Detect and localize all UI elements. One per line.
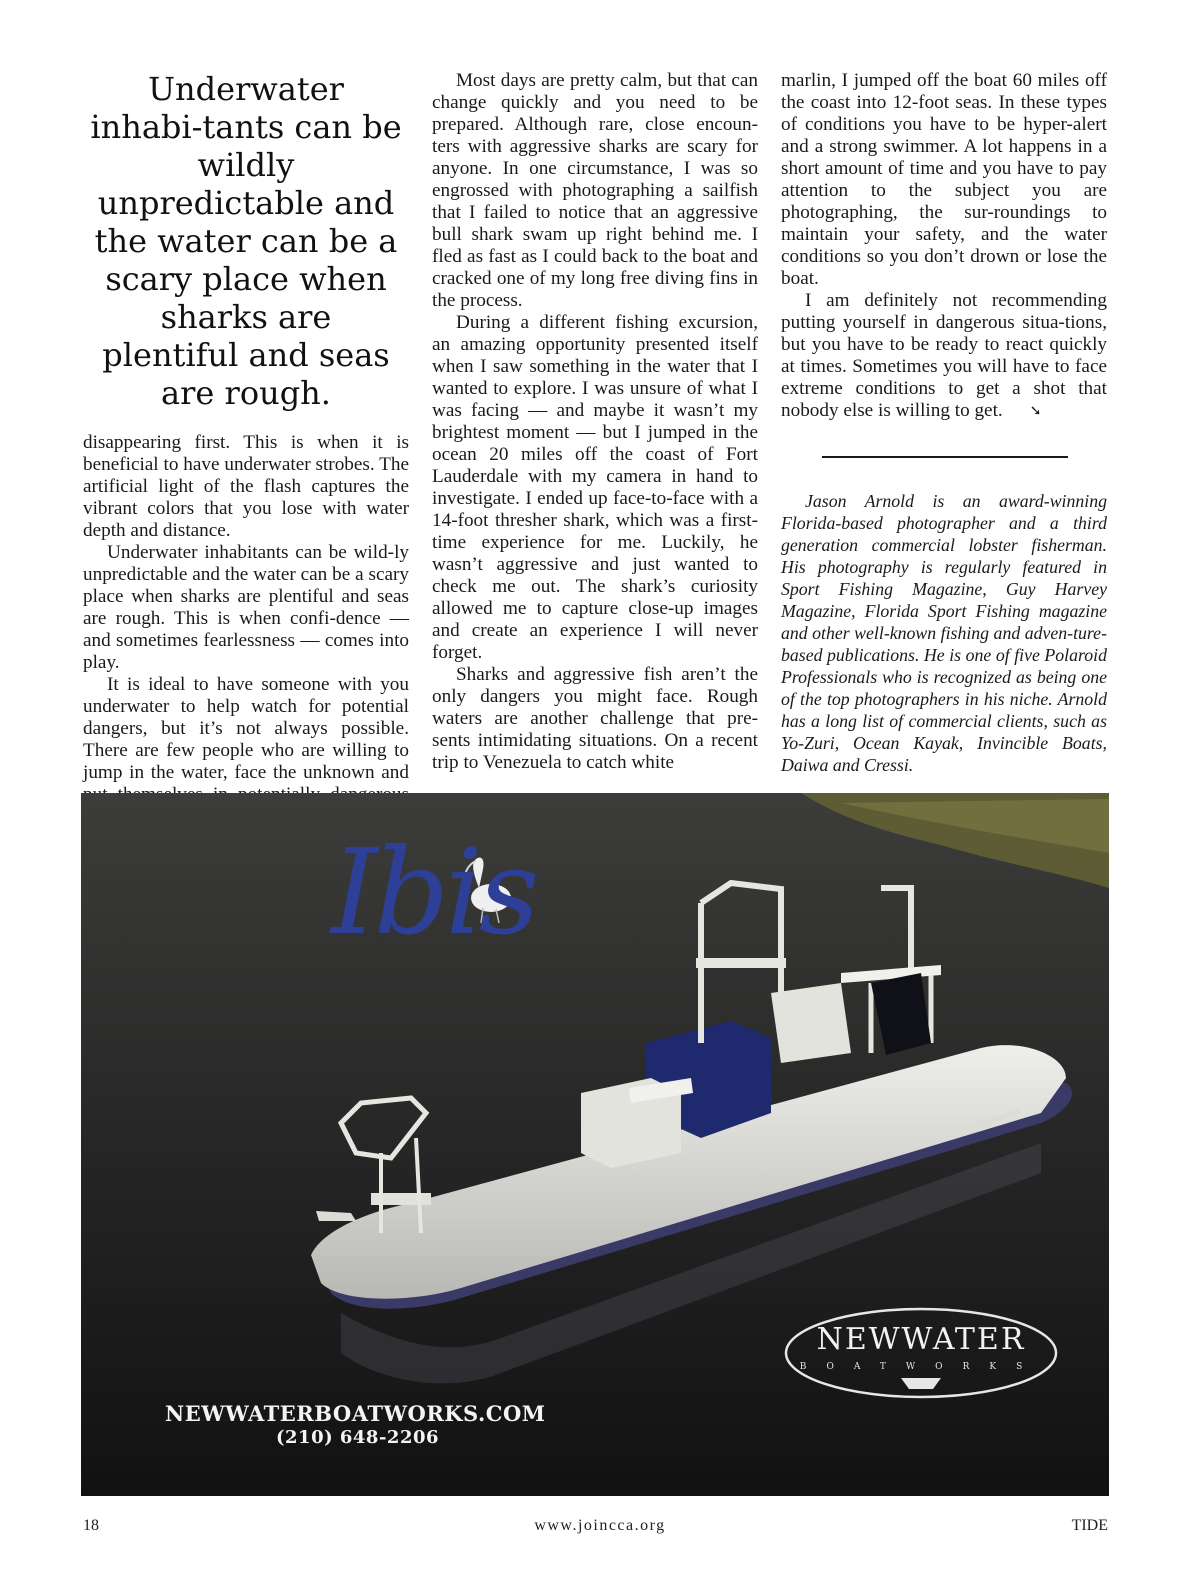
section-divider xyxy=(822,456,1068,458)
end-mark-icon: ➘ xyxy=(1029,404,1042,419)
article-column-3 xyxy=(781,70,1107,423)
paragraph xyxy=(781,290,1107,423)
paragraph: Most days are pretty calm, but that can change quickly and you need to be prepared. Although rare, close encoun-ters with aggressive sharks are scary for anyone. In one circumstance, I was so engrossed with photographing a sailfish that I failed to notice that an aggressive bull shark swam up right behind me. I fled as fast as I could back to the boat and cracked one of my long free diving fins in the process. xyxy=(432,70,758,311)
ad-phone-number: (210) 648-2206 xyxy=(276,1427,440,1448)
paragraph: During a different fishing excursion, an amazing opportunity presented itself when I saw something in the water that I wanted to explore. I was unsure of what I was facing — and maybe it wasn’t my brightest moment — but I jumped in the ocean 20 miles off the coast of Fort Lauderdale with my camera in hand to investigate. I ended up face-to-face with a 14-foot thresher shark, which was a first-time experience for me. Luckily, he wasn’t aggressive and just wanted to check me out. The shark’s curiosity allowed me to capture close-up images and create an experience I will never forget. xyxy=(432,312,758,663)
boat-advertisement[interactable] xyxy=(81,793,1109,1496)
paragraph: It is ideal to have someone with you underwater to help watch for potential dangers, but it’s not always possible. There are few people who are willing to jump in the water, face the unknown and xyxy=(83,674,409,783)
ad-website-link[interactable]: NEWWATERBOATWORKS.COM xyxy=(165,1401,546,1426)
paragraph: marlin, I jumped off the boat 60 miles off the coast into 12-foot seas. In these types of conditions you have to be hyper-alert and a strong swimmer. A lot happens in a short amount of time and you have to pay attention to the subject you are photographing, the sur-roundings to maintain your safety, and the water conditions so you don’t drown or lose the boat. xyxy=(781,70,1107,289)
newwater-logo xyxy=(781,1308,1061,1400)
article-column-1 xyxy=(83,70,409,850)
brand-name: NEWWATER xyxy=(816,1322,1026,1357)
pull-quote: Underwater inhabi-tants can be wildly unpredictable and the water can be a scary place when sharks are plentiful and seas are rough. xyxy=(90,70,402,412)
page-number: 18 xyxy=(83,1517,99,1534)
brand-subtitle: BOATWORKS xyxy=(799,1362,1043,1372)
magazine-name: TIDE xyxy=(1071,1517,1108,1534)
ibis-logo: Ibis xyxy=(331,823,536,961)
paragraph: Sharks and aggressive fish aren’t the only dangers you might face. Rough waters are another challenge that pre-sents intimidating situations. On a recent trip to Venezuela to catch white xyxy=(432,664,758,773)
footer-url[interactable]: www.joincca.org xyxy=(534,1517,666,1534)
paragraph: Underwater inhabitants can be wild-ly unpredictable and the water can be a scary place when sharks are plentiful and seas are rough. This is when confi-dence — and sometimes fearlessness — comes into play. xyxy=(83,542,409,673)
article-column-2 xyxy=(432,70,758,774)
author-bio: Jason Arnold is an award-winning Florida-based photographer and a third generation commercial lobster fisherman. His photography is regularly featured in Sport Fishing Magazine, Guy Harvey Magazine, Florida Sport Fishing magazine and other well-known fishing and adven-ture-based publications. He is one of five Polaroid Professionals who is recognized as being one of the top photographers in his niche. Arnold has a long list of commercial clients, such as Yo-Zuri, Ocean Kayak, Invincible Boats, Daiwa and Cressi. xyxy=(781,491,1107,775)
paragraph-text: I am definitely not recommending putting yourself in dangerous situa-tions, but you have to be ready to react quickly at times. Sometimes you will have to face extreme conditions to get a shot that nobody else is willing to get. xyxy=(781,290,1107,421)
paragraph: disappearing first. This is when it is beneficial to have underwater strobes. The artificial light of the flash captures the vibrant colors that you lose with water depth and distance. xyxy=(83,432,409,541)
